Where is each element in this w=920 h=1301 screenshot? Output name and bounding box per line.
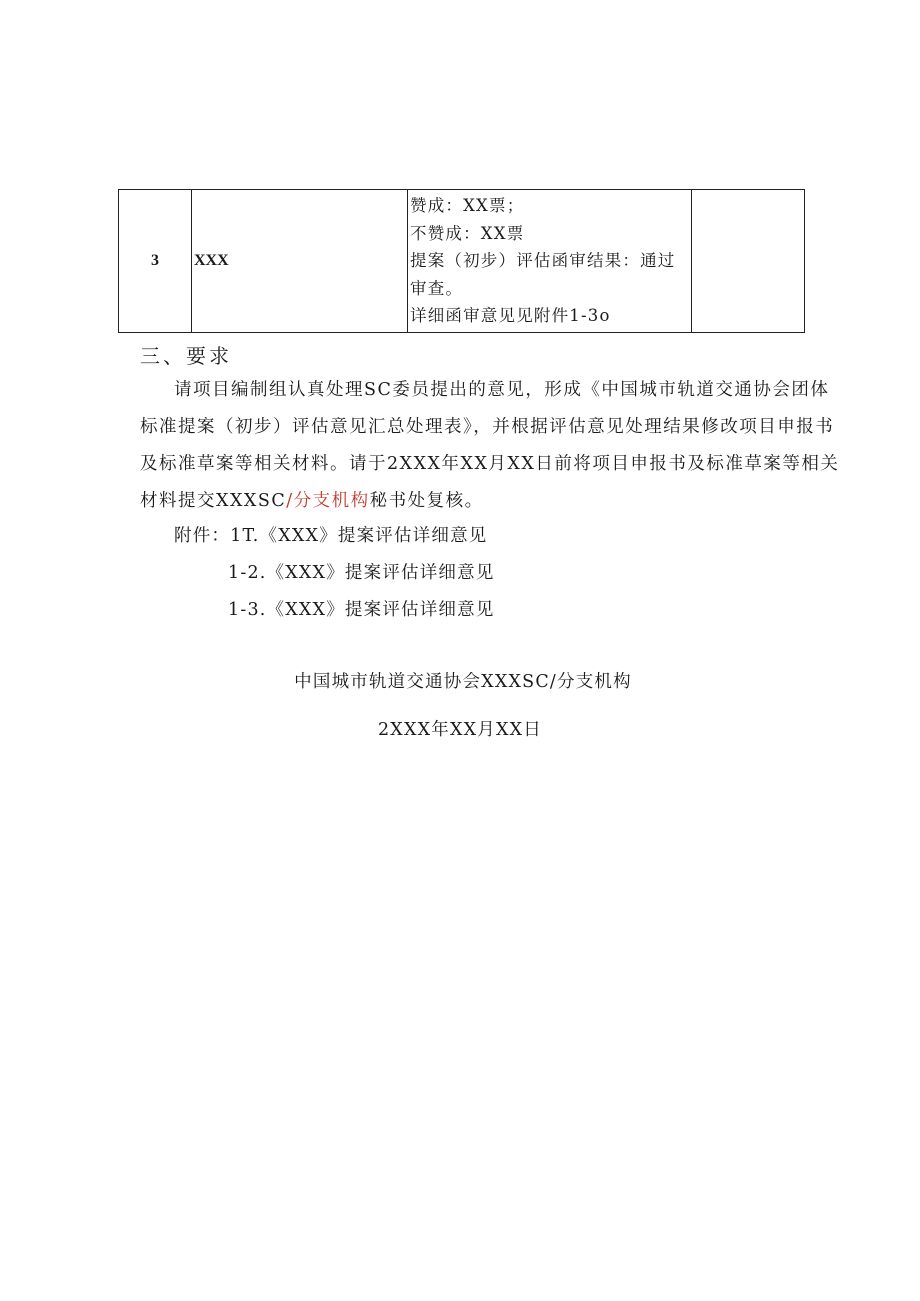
row-number-cell bbox=[119, 190, 192, 333]
signature-date: 2XXX年XX月XX日 bbox=[377, 720, 543, 740]
requirements-paragraph bbox=[140, 372, 840, 520]
table-row bbox=[119, 190, 805, 333]
remark-cell bbox=[692, 190, 805, 333]
signature-organization: 中国城市轨道交通协会XXXSC/分支机构 bbox=[294, 672, 632, 692]
attachments-label: 附件： bbox=[174, 526, 231, 546]
paragraph-line-3: 及标准草案等相关材料。请于2XXX年XX月XX日前将项目申报书及标准草案等相关 bbox=[140, 454, 840, 474]
paragraph-line-4 bbox=[140, 483, 820, 520]
paragraph-line-4-end: 秘书处复核。 bbox=[369, 491, 484, 511]
review-conclusion-continued: 审查。 bbox=[410, 278, 464, 298]
paragraph-line-2: 标准提案（初步）评估意见汇总处理表》，并根据评估意见处理结果修改项目申报书 bbox=[140, 417, 835, 437]
project-name: XXX bbox=[194, 251, 229, 269]
review-result-cell bbox=[408, 190, 692, 333]
vote-approve-line: 赞成：XX票； bbox=[410, 196, 525, 215]
section-heading-requirements: 三、要求 bbox=[140, 344, 232, 368]
paragraph-line-4-start: 材料提交XXXSC bbox=[140, 491, 287, 511]
attachment-item-2: 1-2.《XXX》提案评估详细意见 bbox=[228, 563, 495, 583]
branch-organization-highlight: /分支机构 bbox=[286, 491, 370, 511]
paragraph-line-1: 请项目编制组认真处理SC委员提出的意见，形成《中国城市轨道交通协会团体 bbox=[174, 380, 830, 400]
project-name-cell bbox=[192, 190, 408, 333]
attachments-list bbox=[174, 518, 495, 629]
row-number: 3 bbox=[151, 251, 159, 269]
review-conclusion-line: 提案（初步）评估函审结果：通过 bbox=[410, 251, 676, 270]
vote-disapprove-line: 不赞成：XX票 bbox=[410, 223, 525, 243]
attachment-item-3: 1-3.《XXX》提案评估详细意见 bbox=[228, 600, 495, 620]
attachment-item-1-text: 1T.《XXX》提案评估详细意见 bbox=[230, 526, 488, 546]
attachment-item-1 bbox=[174, 518, 495, 555]
detailed-opinion-reference: 详细函审意见见附件1-3o bbox=[410, 306, 611, 325]
review-result-table bbox=[118, 189, 805, 333]
